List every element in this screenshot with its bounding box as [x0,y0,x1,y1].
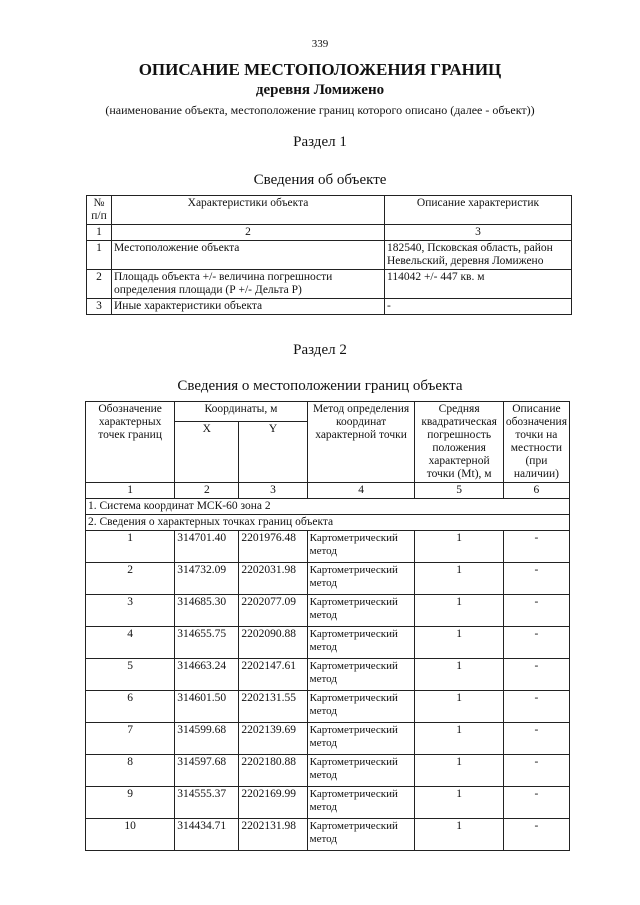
point-method: Картометрический метод [307,595,415,627]
point-y: 2202131.98 [239,819,307,851]
point-id: 10 [86,819,175,851]
object-note: (наименование объекта, местоположение границ которого описано (далее - объект)) [105,103,535,117]
table-header-row [86,402,570,422]
point-y: 2202169.99 [239,787,307,819]
point-method: Картометрический метод [307,563,415,595]
document-title: ОПИСАНИЕ МЕСТОПОЛОЖЕНИЯ ГРАНИЦ [138,60,502,79]
table-row [86,691,570,723]
point-accuracy: 1 [415,723,503,755]
point-accuracy: 1 [415,691,503,723]
point-accuracy: 1 [415,627,503,659]
header-description: Описание обозначения точки на местности (при наличии) [503,402,569,483]
point-accuracy: 1 [415,531,503,563]
point-method: Картометрический метод [307,659,415,691]
table-row [87,270,572,299]
header-method: Метод определения координат характерной точки [307,402,415,483]
header-description: Описание характеристик [385,196,572,225]
boundary-points-table [85,401,570,851]
point-method: Картометрический метод [307,723,415,755]
point-y: 2202031.98 [239,563,307,595]
point-accuracy: 1 [415,595,503,627]
table-number-row [86,483,570,499]
table-row [86,595,570,627]
header-characteristic: Характеристики объекта [112,196,385,225]
point-id: 3 [86,595,175,627]
point-x: 314732.09 [175,563,239,595]
point-accuracy: 1 [415,563,503,595]
row-value: - [385,299,572,315]
col-number: 3 [239,483,307,499]
point-y: 2202131.55 [239,691,307,723]
point-method: Картометрический метод [307,819,415,851]
table-row [86,819,570,851]
point-x: 314434.71 [175,819,239,851]
header-accuracy: Средняя квадратическая погрешность положения характерной точки (Mt), м [415,402,503,483]
document-subtitle: деревня Ломижено [255,82,385,98]
point-method: Картометрический метод [307,755,415,787]
point-y: 2202147.61 [239,659,307,691]
table-section-row [86,499,570,515]
col-number: 1 [87,225,112,241]
table-row [86,755,570,787]
point-description: - [503,787,569,819]
point-x: 314701.40 [175,531,239,563]
page-number: 339 [311,38,329,50]
point-method: Картометрический метод [307,627,415,659]
row-name: Площадь объекта +/- величина погрешности определения площади (Р +/- Дельта Р) [112,270,385,299]
row-name: Иные характеристики объекта [112,299,385,315]
point-description: - [503,627,569,659]
point-id: 5 [86,659,175,691]
point-x: 314601.50 [175,691,239,723]
coordinate-system: 1. Система координат МСК-60 зона 2 [86,499,570,515]
point-description: - [503,819,569,851]
col-number: 1 [86,483,175,499]
point-x: 314555.37 [175,787,239,819]
point-id: 9 [86,787,175,819]
section2-table-title: Сведения о местоположении границ объекта [177,378,463,394]
point-accuracy: 1 [415,787,503,819]
point-accuracy: 1 [415,755,503,787]
point-id: 7 [86,723,175,755]
header-y: Y [239,422,307,483]
col-number: 5 [415,483,503,499]
point-accuracy: 1 [415,819,503,851]
point-y: 2202077.09 [239,595,307,627]
table-number-row [87,225,572,241]
table-row [86,531,570,563]
col-number: 3 [385,225,572,241]
point-accuracy: 1 [415,659,503,691]
table-row [86,563,570,595]
object-info-table [86,195,572,315]
point-description: - [503,595,569,627]
header-point: Обозначение характерных точек границ [86,402,175,483]
row-value: 182540, Псковская область, район Невельский, деревня Ломижено [385,241,572,270]
point-id: 2 [86,563,175,595]
row-num: 1 [87,241,112,270]
header-x: X [175,422,239,483]
point-y: 2202090.88 [239,627,307,659]
points-body [86,531,570,851]
point-description: - [503,723,569,755]
row-value: 114042 +/- 447 кв. м [385,270,572,299]
row-num: 2 [87,270,112,299]
table-row [87,299,572,315]
point-method: Картометрический метод [307,691,415,723]
point-id: 1 [86,531,175,563]
col-number: 2 [112,225,385,241]
point-description: - [503,531,569,563]
point-method: Картометрический метод [307,787,415,819]
point-id: 8 [86,755,175,787]
point-x: 314597.68 [175,755,239,787]
table-row [86,659,570,691]
section2-heading: Раздел 2 [293,342,347,358]
section1-table-title: Сведения об объекте [253,172,387,188]
table-header-row [87,196,572,225]
table-row [86,627,570,659]
point-y: 2202139.69 [239,723,307,755]
point-id: 4 [86,627,175,659]
point-description: - [503,755,569,787]
point-x: 314655.75 [175,627,239,659]
table-row [87,241,572,270]
col-number: 6 [503,483,569,499]
point-method: Картометрический метод [307,531,415,563]
point-y: 2202180.88 [239,755,307,787]
point-description: - [503,691,569,723]
col-number: 4 [307,483,415,499]
point-description: - [503,563,569,595]
table-row [86,723,570,755]
row-name: Местоположение объекта [112,241,385,270]
row-num: 3 [87,299,112,315]
points-section: 2. Сведения о характерных точках границ объекта [86,515,570,531]
point-id: 6 [86,691,175,723]
table-section-row [86,515,570,531]
point-description: - [503,659,569,691]
header-coords: Координаты, м [175,402,307,422]
point-x: 314685.30 [175,595,239,627]
point-x: 314599.68 [175,723,239,755]
point-x: 314663.24 [175,659,239,691]
col-number: 2 [175,483,239,499]
point-y: 2201976.48 [239,531,307,563]
section1-heading: Раздел 1 [293,134,347,150]
table-row [86,787,570,819]
header-num: № п/п [87,196,112,225]
